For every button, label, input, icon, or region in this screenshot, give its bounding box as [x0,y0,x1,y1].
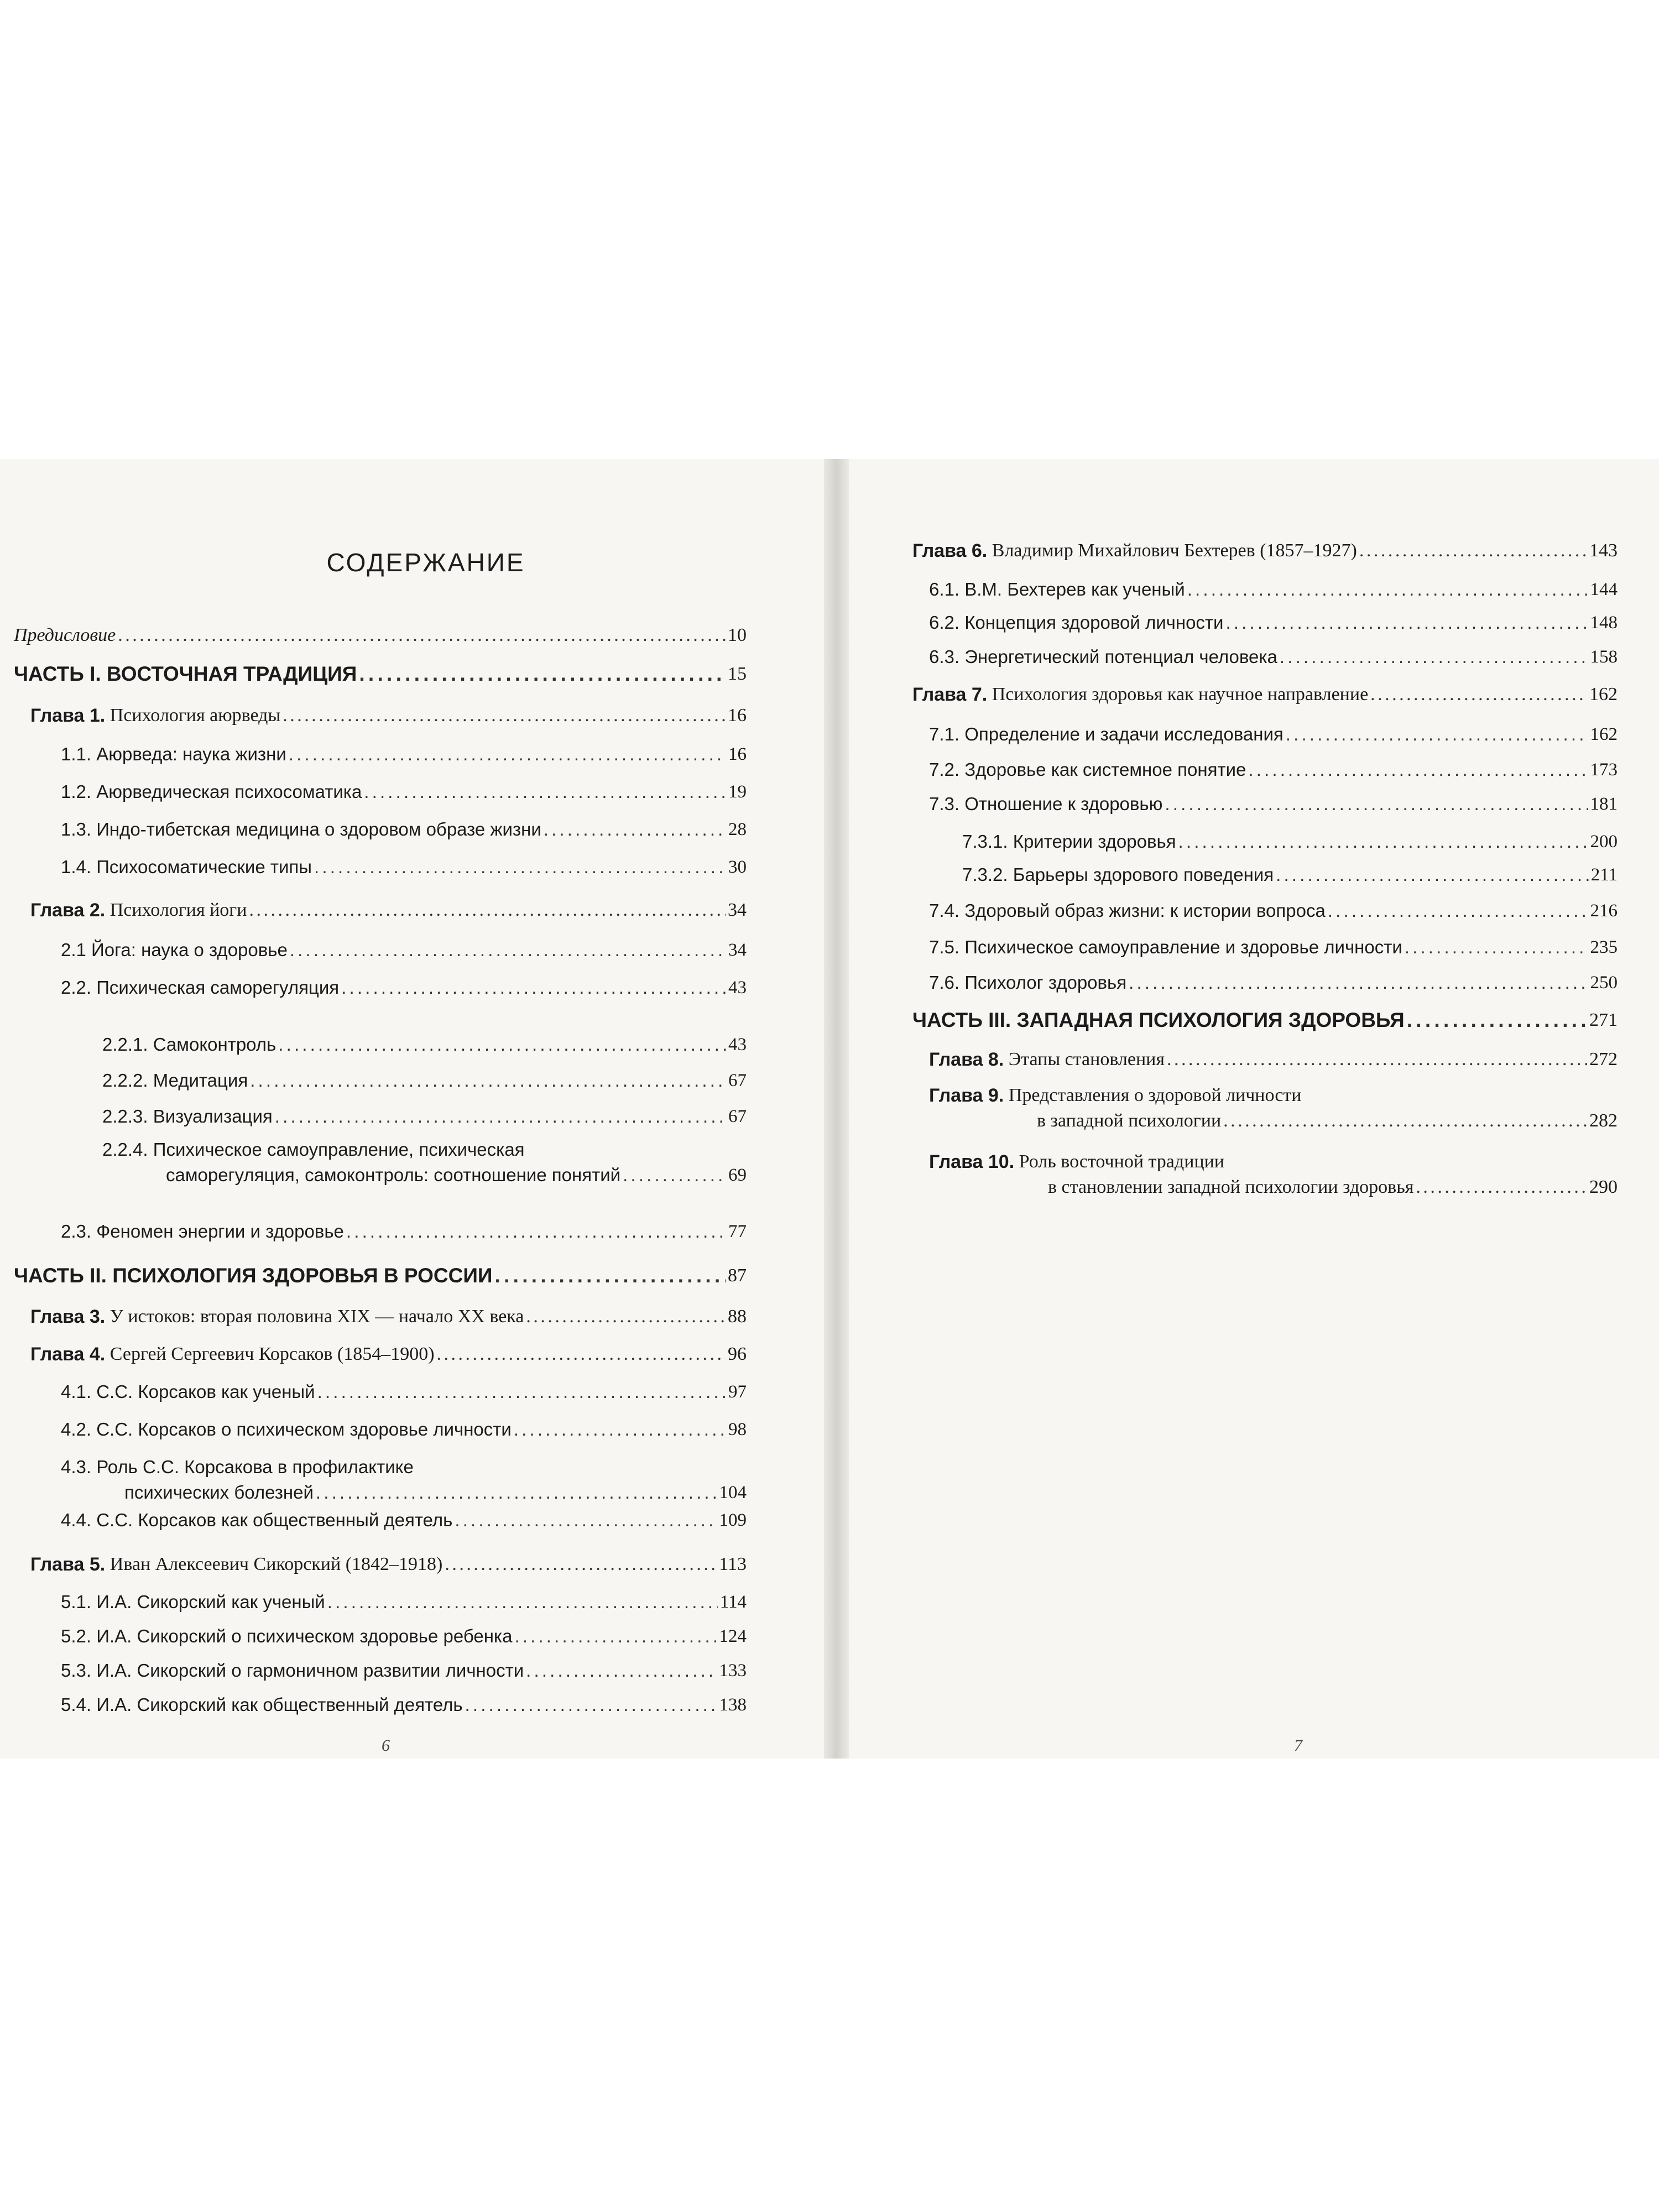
toc-page-number: 67 [728,1071,747,1091]
toc-part-entry[interactable] [14,662,747,686]
toc-entry-title: 4.1. С.С. Корсаков как ученый [61,1381,315,1402]
dot-leader [544,818,726,841]
toc-page-number: 143 [1589,540,1618,561]
toc-entry-title-continued: саморегуляция, самоконтроль: соотношение понятий [166,1165,621,1185]
toc-page-number: 211 [1590,865,1618,885]
toc-chapter-entry[interactable] [929,1048,1618,1071]
toc-entry-title: 2.2.3. Визуализация [102,1106,273,1126]
toc-page-number: 30 [728,857,747,877]
toc-page-number: 16 [728,705,747,726]
toc-entry[interactable] [102,1033,747,1056]
toc-page-number: 162 [1590,724,1618,744]
dot-leader [290,938,726,962]
dot-leader [1407,1009,1587,1032]
toc-page-number: 148 [1590,613,1618,633]
page-number-left: 6 [382,1736,390,1755]
toc-page-number: 77 [728,1222,747,1241]
toc-entry-title: 6.1. В.М. Бехтерев как ученый [929,579,1185,599]
dot-leader [1223,1109,1587,1133]
toc-page-number: 173 [1590,760,1618,780]
toc-chapter-entry[interactable] [30,1553,747,1576]
dot-leader [445,1553,717,1576]
toc-page-number: 271 [1589,1010,1618,1030]
toc-entry-title: 6.3. Энергетический потенциал человека [929,646,1277,667]
dot-leader [1280,645,1588,669]
toc-entry[interactable] [61,780,747,804]
toc-entry[interactable] [61,1625,747,1648]
toc-page-number: 67 [728,1107,747,1126]
toc-entry-title: 1.2. Аюрведическая психосоматика [61,781,362,802]
toc-page-number: 216 [1590,901,1618,921]
toc-entry-title: 2.2.4. Психическое самоуправление, психическая [102,1139,525,1160]
toc-entry-title: У истоков: вторая половина XIX — начало XX века [109,1306,524,1327]
toc-entry-title: 2.3. Феномен энергии и здоровье [61,1221,344,1241]
dot-leader [1328,899,1588,922]
toc-page-number: 158 [1590,647,1618,667]
toc-entry[interactable] [61,855,747,879]
toc-page-number: 133 [719,1661,747,1681]
toc-entry[interactable] [14,624,747,647]
toc-entry-title: 4.2. С.С. Корсаков о психическом здоровье личности [61,1419,512,1439]
dot-leader [289,743,726,766]
toc-entry[interactable] [61,818,747,841]
toc-page-number: 144 [1590,580,1618,599]
toc-entry[interactable] [102,1069,747,1092]
toc-entry-title: ЧАСТЬ II. ПСИХОЛОГИЯ ЗДОРОВЬЯ В РОССИИ [14,1264,493,1287]
dot-leader [1370,683,1587,706]
toc-entry[interactable] [61,1418,747,1441]
toc-entry[interactable] [962,830,1618,853]
chapter-label: Глава 2. [30,900,106,921]
dot-leader [359,662,726,686]
dot-leader [526,1659,717,1682]
toc-entry[interactable] [929,723,1618,746]
toc-entry-title: 4.3. Роль С.С. Корсакова в профилактике [61,1457,414,1477]
toc-entry[interactable] [61,938,747,962]
toc-page-number: 272 [1589,1049,1618,1070]
toc-entry[interactable] [61,1220,747,1243]
toc-entry[interactable] [929,578,1618,601]
toc-entry-line1 [102,1138,747,1161]
dot-leader [1165,792,1588,816]
toc-entry-title: 5.3. И.А. Сикорский о гармоничном развитии личности [61,1660,524,1681]
toc-entry-line1 [61,1455,747,1479]
dot-leader [437,1343,726,1366]
toc-page-number: 162 [1589,684,1618,705]
dot-leader [1286,723,1588,746]
toc-page-number: 43 [728,978,747,998]
toc-page-number: 96 [728,1344,747,1364]
toc-entry-title: ЧАСТЬ I. ВОСТОЧНАЯ ТРАДИЦИЯ [14,662,357,685]
toc-chapter-entry[interactable] [30,1343,747,1366]
chapter-label: Глава 10. [929,1151,1015,1172]
dot-leader [317,1380,726,1404]
dot-leader [495,1264,726,1287]
toc-chapter-entry[interactable] [30,899,747,922]
toc-entry[interactable] [61,1509,747,1532]
dot-leader [1187,578,1588,601]
dot-leader [514,1418,726,1441]
chapter-label: Глава 4. [30,1344,106,1365]
dot-leader [1129,971,1588,994]
toc-entry[interactable] [929,899,1618,922]
dot-leader [1225,611,1588,634]
toc-entry[interactable] [61,1659,747,1682]
toc-page-number: 235 [1590,937,1618,957]
toc-entry[interactable] [929,758,1618,781]
toc-entry-title-continued: психических болезней [124,1482,314,1503]
toc-entry-title: 1.3. Индо-тибетская медицина о здоровом образе жизни [61,819,541,839]
toc-page-number: 43 [728,1035,747,1055]
toc-entry-title-continued: в западной психологии [1037,1110,1222,1131]
dot-leader [1416,1176,1587,1199]
dot-leader [341,976,726,999]
dot-leader [118,624,726,647]
toc-entry-title: 2.2.2. Медитация [102,1070,248,1091]
toc-entry[interactable] [61,1380,747,1404]
toc-entry[interactable] [929,792,1618,816]
chapter-label: Глава 5. [30,1554,106,1575]
toc-entry-line2 [1048,1176,1618,1199]
dot-leader [1405,936,1588,959]
toc-entry[interactable] [929,971,1618,994]
toc-entry[interactable] [61,1693,747,1717]
toc-chapter-entry[interactable] [912,683,1618,706]
toc-page-number: 104 [719,1483,747,1503]
toc-entry[interactable] [61,743,747,766]
toc-entry-title: Иван Алексеевич Сикорский (1842–1918) [109,1554,443,1574]
toc-entry-title: 7.2. Здоровье как системное понятие [929,759,1246,780]
dot-leader [250,1069,726,1092]
dot-leader [275,1105,726,1128]
toc-entry-title: Роль восточной традиции [1019,1151,1224,1172]
toc-page-number: 113 [719,1554,747,1574]
toc-entry-title: 7.5. Психическое самоуправление и здоровье личности [929,937,1402,957]
toc-page-number: 109 [719,1510,747,1530]
dot-leader [327,1590,718,1614]
dot-leader [1178,830,1588,853]
toc-page-number: 69 [728,1165,747,1185]
toc-entry-title: Этапы становления [1008,1049,1165,1070]
toc-page-number: 28 [728,820,747,839]
chapter-label: Глава 9. [929,1085,1004,1106]
toc-entry-title: Психология здоровья как научное направление [992,684,1369,705]
toc-page-number: 282 [1589,1110,1618,1131]
toc-page-number: 34 [728,900,747,920]
dot-leader [314,855,726,879]
toc-page-number: 34 [728,940,747,960]
toc-chapter-entry[interactable] [30,1305,747,1328]
toc-part-entry[interactable] [14,1264,747,1287]
toc-chapter-entry[interactable] [30,704,747,727]
toc-page-number: 181 [1590,794,1618,814]
toc-entry-title: 2.2. Психическая саморегуляция [61,977,340,998]
chapter-label: Глава 1. [30,705,106,726]
toc-entry-title: 7.3. Отношение к здоровью [929,794,1163,814]
toc-page-number: 16 [728,744,747,764]
dot-leader [249,899,726,922]
toc-entry-title: 5.4. И.А. Сикорский как общественный деятель [61,1694,463,1715]
dot-leader [514,1625,717,1648]
toc-entry-line2 [124,1481,747,1504]
dot-leader [316,1481,717,1504]
dot-leader [1359,539,1587,562]
dot-leader [623,1164,726,1187]
toc-entry-title: 5.1. И.А. Сикорский как ученый [61,1592,325,1612]
toc-entry[interactable] [929,936,1618,959]
chapter-label: Глава 6. [912,540,988,561]
toc-entry-title: Предисловие [14,625,116,645]
toc-page-number: 114 [719,1592,747,1612]
toc-entry-title: 1.4. Психосоматические типы [61,857,312,877]
toc-entry-line2 [1037,1109,1618,1133]
toc-page-number: 88 [728,1306,747,1327]
chapter-label: Глава 8. [929,1049,1004,1070]
toc-entry-line1 [929,1084,1618,1107]
toc-page-number: 290 [1589,1177,1618,1197]
toc-chapter-entry[interactable] [912,539,1618,562]
toc-entry-title: Представления о здоровой личности [1008,1085,1302,1105]
toc-page-number: 250 [1590,973,1618,993]
dot-leader [1248,758,1588,781]
toc-entry-title: 6.2. Концепция здоровой личности [929,612,1224,633]
toc-entry-title: Владимир Михайлович Бехтерев (1857–1927) [992,540,1357,561]
toc-entry[interactable] [102,1105,747,1128]
toc-entry-title: Сергей Сергеевич Корсаков (1854–1900) [109,1344,435,1364]
toc-entry-title: Психология йоги [109,900,247,920]
toc-entry-title: 7.3.1. Критерии здоровья [962,831,1176,852]
toc-page-number: 19 [728,782,747,802]
toc-entry-title: 5.2. И.А. Сикорский о психическом здоровье ребенка [61,1626,513,1646]
toc-page-number: 98 [728,1420,747,1439]
toc-entry[interactable] [61,1590,747,1614]
toc-entry-line2 [166,1164,747,1187]
toc-entry[interactable] [962,863,1618,886]
toc-entry-title: 4.4. С.С. Корсаков как общественный деятель [61,1510,453,1530]
toc-page-number: 87 [728,1265,747,1286]
toc-entry-title: Психология аюрведы [109,705,281,726]
toc-entry[interactable] [61,976,747,999]
toc-part-entry[interactable] [912,1009,1618,1032]
toc-entry[interactable] [929,611,1618,634]
toc-entry-title: ЧАСТЬ III. ЗАПАДНАЯ ПСИХОЛОГИЯ ЗДОРОВЬЯ [912,1009,1405,1031]
toc-entry[interactable] [929,645,1618,669]
toc-entry-title: 1.1. Аюрведа: наука жизни [61,744,286,764]
toc-entry-title: 2.2.1. Самоконтроль [102,1034,276,1055]
dot-leader [346,1220,726,1243]
toc-page-number: 97 [728,1382,747,1402]
toc-page-number: 200 [1590,832,1618,852]
page-number-right: 7 [1294,1736,1302,1755]
toc-entry-line1 [929,1150,1618,1173]
chapter-label: Глава 3. [30,1306,106,1327]
toc-entry-title: 2.1 Йога: наука о здоровье [61,940,288,960]
dot-leader [364,780,726,804]
toc-entry-title: 7.3.2. Барьеры здорового поведения [962,864,1274,885]
page-title: СОДЕРЖАНИЕ [326,548,525,577]
toc-entry-title-continued: в становлении западной психологии здоровья [1048,1177,1414,1197]
toc-entry-title: 7.1. Определение и задачи исследования [929,724,1284,744]
dot-leader [278,1033,726,1056]
book-gutter [824,459,849,1759]
dot-leader [455,1509,717,1532]
dot-leader [1276,863,1589,886]
toc-page-number: 15 [728,664,747,684]
chapter-label: Глава 7. [912,684,988,705]
toc-page-number: 138 [719,1695,747,1715]
dot-leader [1167,1048,1587,1071]
toc-entry-title: 7.6. Психолог здоровья [929,972,1127,993]
dot-leader [465,1693,717,1717]
toc-entry-title: 7.4. Здоровый образ жизни: к истории вопроса [929,900,1326,921]
dot-leader [283,704,726,727]
toc-page-number: 124 [719,1626,747,1646]
dot-leader [526,1305,726,1328]
toc-page-number: 10 [728,625,747,645]
